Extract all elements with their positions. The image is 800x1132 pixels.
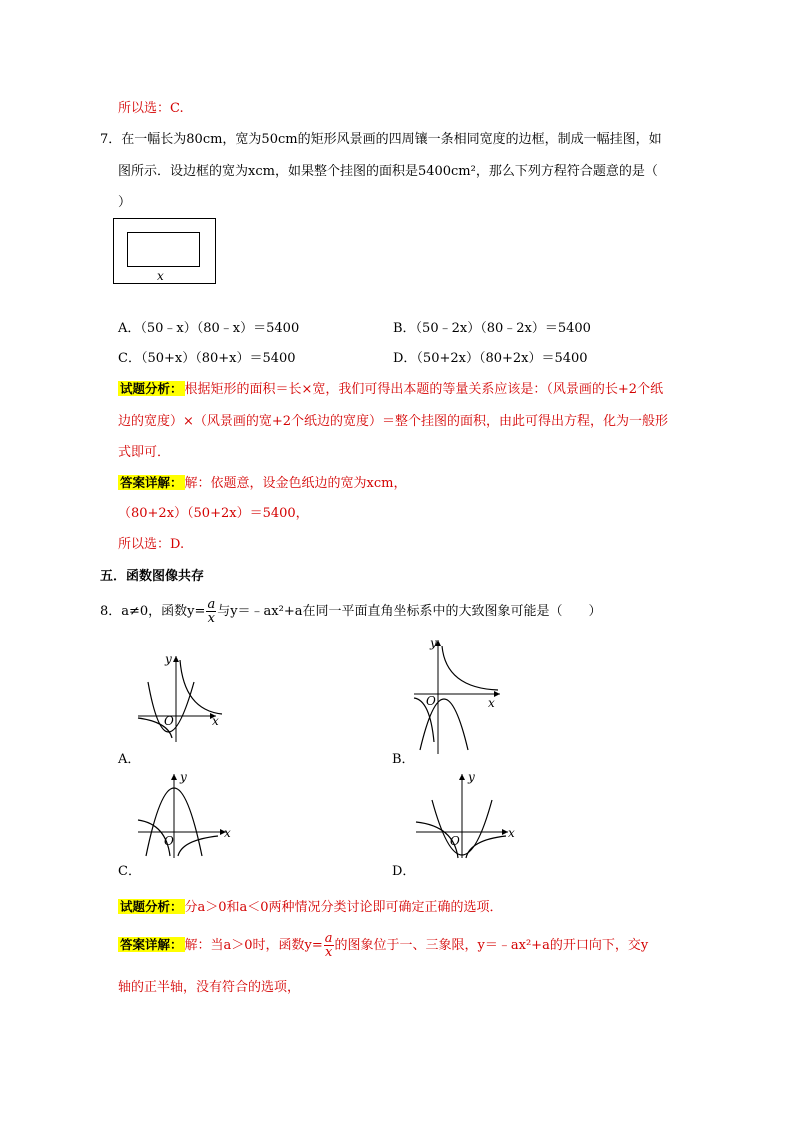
answer-prefix: 解：当a＞0时，函数y= xyxy=(184,938,323,953)
graph-b xyxy=(408,638,508,758)
analysis-text: 分a＞0和a＜0两种情况分类讨论即可确定正确的选项． xyxy=(184,900,503,915)
frac-num: a xyxy=(324,931,333,946)
analysis-text: 根据矩形的面积＝长×宽，我们可得出本题的等量关系应该是：（风景画的长+2个纸 xyxy=(184,382,664,397)
frac-den: x xyxy=(324,945,333,960)
frac-num: a xyxy=(207,597,216,612)
section-heading: 五．函数图像共存 xyxy=(100,569,205,584)
q8-answer-line2: 轴的正半轴，没有符合的选项， xyxy=(118,980,301,995)
q8-answer-line1 xyxy=(118,932,648,959)
q8-prefix: 8．a≠0，函数y= xyxy=(100,604,206,619)
graph-d-label: D． xyxy=(392,864,416,879)
q7-line1: 7．在一幅长为80cm，宽为50cm的矩形风景画的四周镶一条相同宽度的边框，制成一幅挂图，如 xyxy=(100,132,662,147)
y-axis-label: y xyxy=(180,770,187,784)
analysis-tag: 试题分析： xyxy=(120,899,183,914)
graph-c xyxy=(132,770,232,860)
y-axis-label: y xyxy=(468,770,475,784)
graph-a xyxy=(132,652,232,744)
graph-b-label: B． xyxy=(392,752,415,767)
x-axis-label: x xyxy=(488,696,495,710)
graph-d xyxy=(410,770,514,860)
fraction-a-over-x xyxy=(206,598,216,625)
q7-line2: 图所示．设边框的宽为xcm，如果整个挂图的面积是5400cm²，那么下列方程符合题意的是（ xyxy=(118,164,658,179)
frame-width-label: x xyxy=(157,269,164,283)
q7-option-d: D．（50+2x）（80+2x）＝5400 xyxy=(393,351,588,366)
q8-suffix: 与y＝﹣ax²+a在同一平面直角坐标系中的大致图象可能是（ ） xyxy=(217,604,602,619)
fraction-a-over-x xyxy=(324,932,334,959)
answer-suffix: 的图象位于一、三象限，y＝﹣ax²+a的开口向下，交y xyxy=(334,938,649,953)
x-axis-label: x xyxy=(224,826,231,840)
frac-den: x xyxy=(207,611,215,626)
answer-tag: 答案详解： xyxy=(120,475,183,490)
inner-painting xyxy=(128,233,200,267)
q7-line3: ） xyxy=(118,195,132,210)
q7-answer-line3: 所以选：D. xyxy=(118,537,185,552)
y-axis-label: y xyxy=(165,652,172,666)
q7-answer-line1 xyxy=(118,472,406,491)
q7-analysis-line2: 边的宽度）×（风景画的宽+2个纸边的宽度）＝整个挂图的面积，由此可得出方程，化为一般形 xyxy=(118,414,669,429)
q7-option-b: B．（50﹣2x）（80﹣2x）＝5400 xyxy=(393,321,591,336)
answer-tag: 答案详解： xyxy=(120,937,183,952)
q7-option-c: C．（50+x）（80+x）＝5400 xyxy=(118,351,296,366)
y-axis-label: y xyxy=(430,636,437,650)
outer-frame xyxy=(114,219,216,284)
origin-label: O xyxy=(450,834,460,848)
origin-label: O xyxy=(164,714,174,728)
origin-label: O xyxy=(164,834,174,848)
x-axis-label: x xyxy=(508,826,515,840)
frame-figure xyxy=(113,218,217,286)
graph-c-label: C． xyxy=(118,864,141,879)
analysis-tag: 试题分析： xyxy=(120,381,183,396)
prev-answer: 所以选：C. xyxy=(118,101,184,116)
q7-option-a: A．（50﹣x）（80﹣x）＝5400 xyxy=(118,321,300,336)
graph-a-label: A． xyxy=(118,752,141,767)
answer-text: 解：依题意，设金色纸边的宽为xcm， xyxy=(184,476,407,491)
x-axis-label: x xyxy=(212,714,219,728)
q7-analysis-line3: 式即可． xyxy=(118,445,171,460)
q8-analysis xyxy=(118,896,503,915)
origin-label: O xyxy=(426,694,436,708)
q7-answer-line2: （80+2x）（50+2x）＝5400， xyxy=(118,506,309,521)
q7-analysis-line1 xyxy=(118,378,663,397)
q8-stem xyxy=(100,598,601,625)
